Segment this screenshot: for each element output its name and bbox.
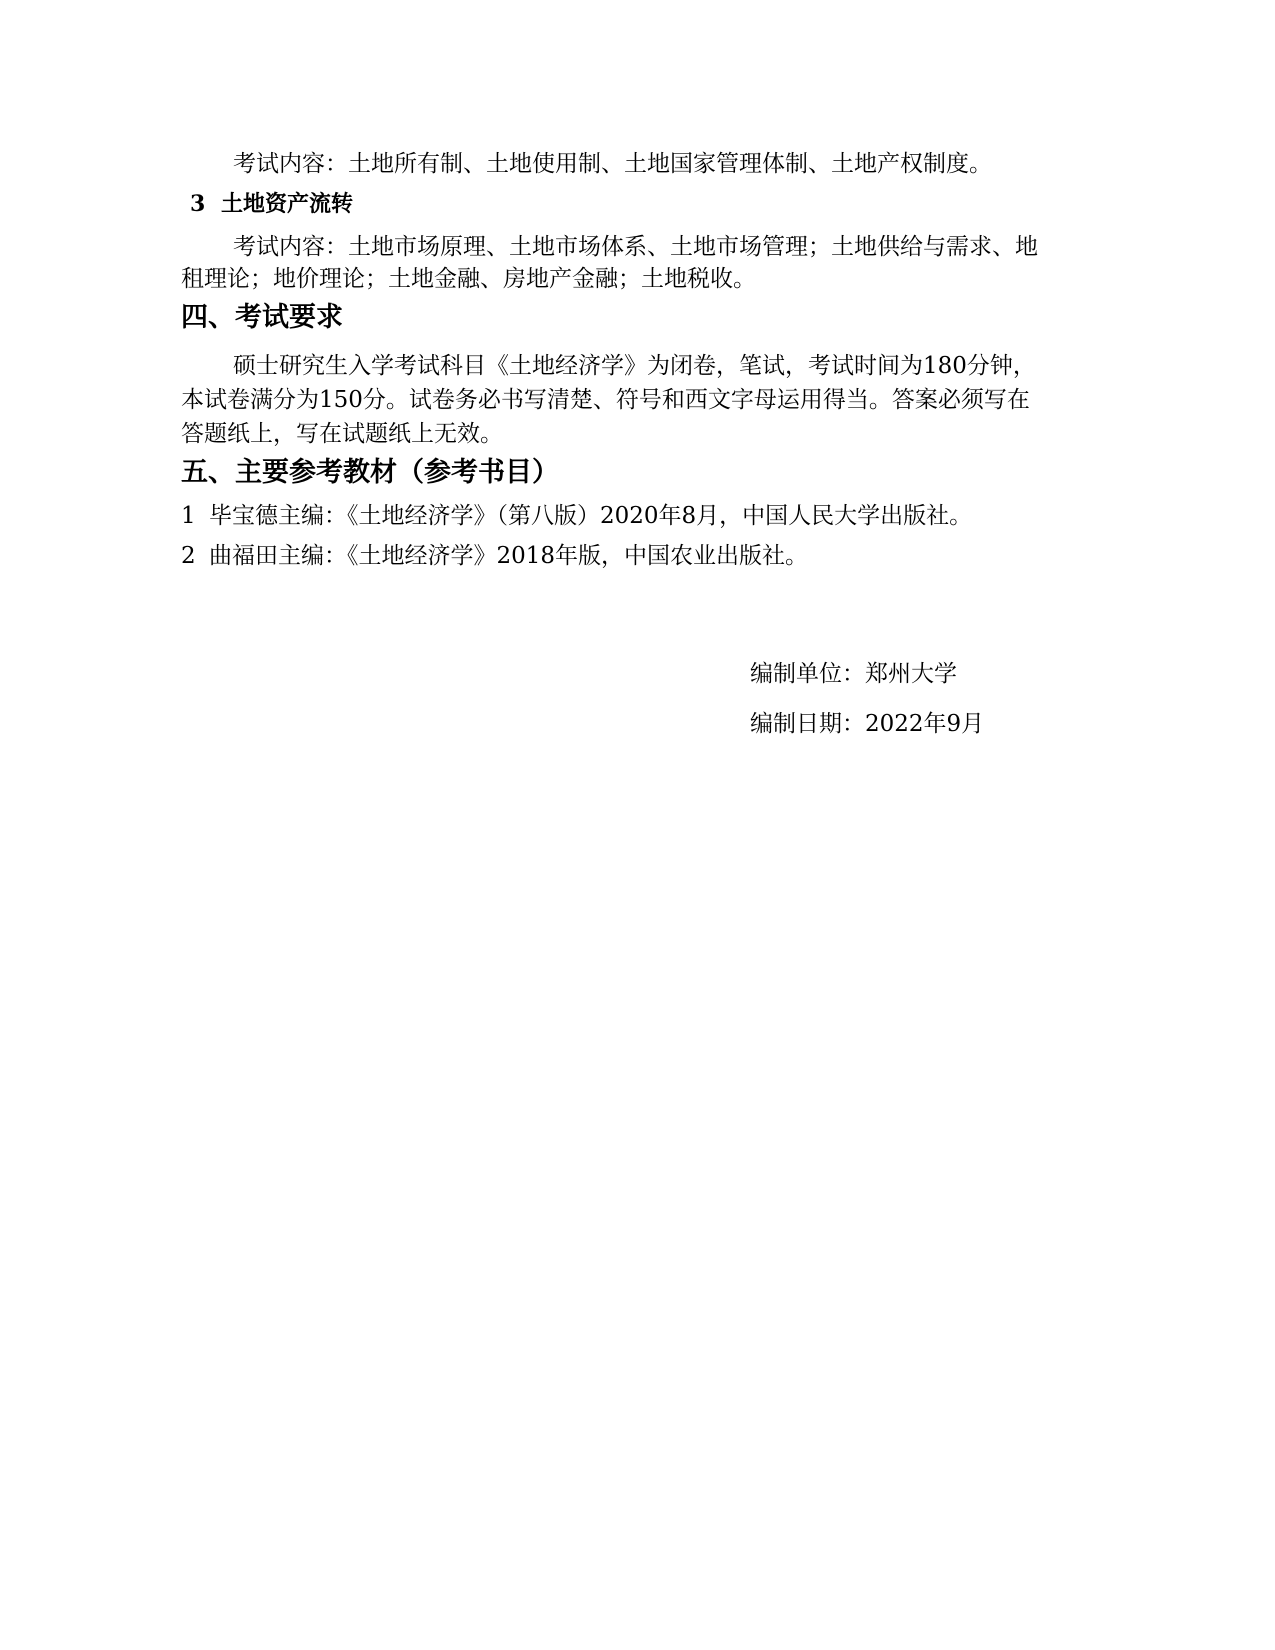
- requirements-line3: 答题纸上，写在试题纸上无效。: [181, 421, 503, 447]
- subsection-3-number: 3: [190, 191, 206, 217]
- subsection-3-title: [190, 188, 353, 220]
- exam-content-3-line1: 考试内容：土地市场原理、土地市场体系、土地市场管理；土地供给与需求、地: [233, 234, 1038, 260]
- reference-number: 2: [181, 543, 196, 569]
- exam-content-3-line2: 租理论；地价理论；土地金融、房地产金融；土地税收。: [181, 266, 756, 292]
- compiling-date: 编制日期：2022年9月: [750, 711, 985, 737]
- reference-text: 毕宝德主编：《土地经济学》（第八版）2020年8月，中国人民大学出版社。: [209, 503, 973, 529]
- compiling-unit: 编制单位：郑州大学: [750, 661, 957, 687]
- section-5-heading: 五、主要参考教材（参考书目）: [181, 457, 559, 488]
- reference-item: [181, 540, 808, 572]
- reference-text: 曲福田主编：《土地经济学》2018年版，中国农业出版社。: [209, 543, 809, 569]
- exam-content-2: 考试内容：土地所有制、土地使用制、土地国家管理体制、土地产权制度。: [233, 151, 992, 177]
- reference-number: 1: [181, 503, 196, 529]
- requirements-line1: 硕士研究生入学考试科目《土地经济学》为闭卷，笔试，考试时间为180分钟，: [233, 353, 1036, 379]
- section-4-heading: 四、考试要求: [181, 302, 343, 333]
- requirements-line2: 本试卷满分为150分。试卷务必书写清楚、符号和西文字母运用得当。答案必须写在: [181, 387, 1030, 413]
- subsection-3-label: 土地资产流转: [220, 191, 353, 217]
- reference-item: [181, 500, 972, 532]
